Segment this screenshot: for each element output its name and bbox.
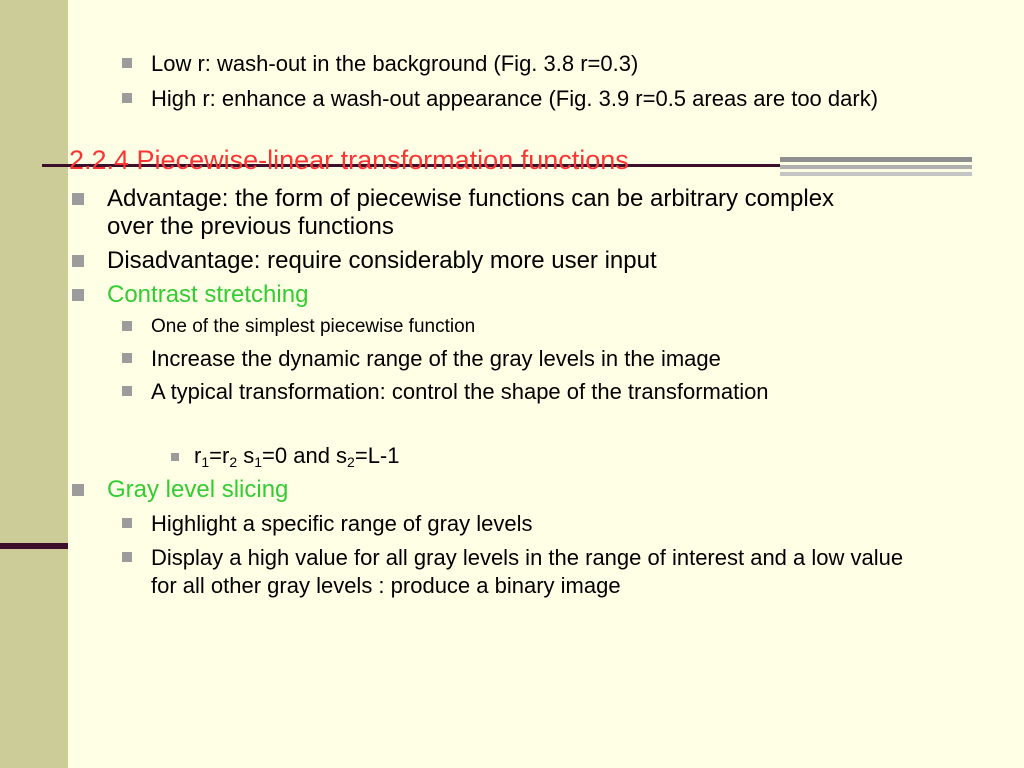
list-item: Disadvantage: require considerably more user input xyxy=(107,247,657,274)
list-item: One of the simplest piecewise function xyxy=(151,316,476,337)
slide-title: 2.2.4 Piecewise-linear transformation functions xyxy=(69,145,629,175)
list-item: A typical transformation: control the shape of the transformation xyxy=(151,379,769,404)
square-bullet-icon xyxy=(72,193,84,205)
list-item: Highlight a specific range of gray levels xyxy=(151,511,533,536)
square-bullet-icon xyxy=(72,255,84,267)
square-bullet-icon xyxy=(72,289,84,301)
square-bullet-icon xyxy=(72,484,84,496)
square-bullet-icon xyxy=(122,93,132,103)
section-heading-contrast-stretching: Contrast stretching xyxy=(107,281,309,308)
title-gray-bars xyxy=(780,157,972,179)
list-item: Low r: wash-out in the background (Fig. 3.8 r=0.3) xyxy=(151,51,639,76)
sidebar-accent-line xyxy=(0,543,68,549)
list-item: Display a high value for all gray levels in the range of interest and a low value for all other gray levels : produce a binary image xyxy=(151,545,904,598)
square-bullet-icon xyxy=(171,453,179,461)
square-bullet-icon xyxy=(122,386,132,396)
list-item: Increase the dynamic range of the gray levels in the image xyxy=(151,346,721,371)
formula-item: $r_1=r_2$ $s_1=0$ and $s_2=L-1$ xyxy=(194,443,400,470)
square-bullet-icon xyxy=(122,353,132,363)
list-item: High r: enhance a wash-out appearance (Fig. 3.9 r=0.5 areas are too dark) xyxy=(151,86,879,111)
square-bullet-icon xyxy=(122,552,132,562)
square-bullet-icon xyxy=(122,58,132,68)
section-heading-gray-level-slicing: Gray level slicing xyxy=(107,476,289,503)
list-item: Advantage: the form of piecewise functions can be arbitrary complex over the previous functions xyxy=(107,185,835,240)
slide-sidebar xyxy=(0,0,68,768)
square-bullet-icon xyxy=(122,518,132,528)
square-bullet-icon xyxy=(122,321,132,331)
